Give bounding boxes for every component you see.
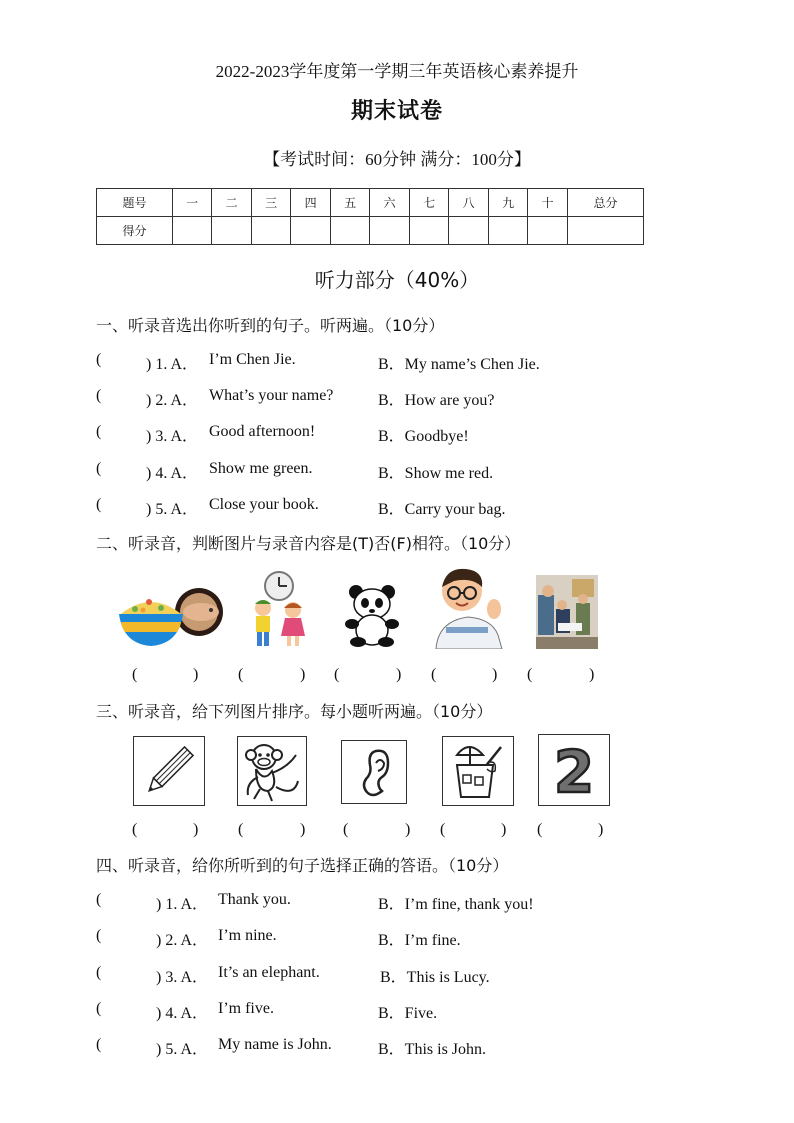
answer-blank[interactable]: ( — [96, 1000, 102, 1017]
question-number: ) 2. A． — [156, 932, 209, 949]
kids-clock-icon — [245, 570, 313, 650]
panda-icon — [342, 582, 402, 648]
answer-blank-close: ) — [300, 821, 306, 838]
food-bowl-icon — [115, 582, 223, 650]
question-number: ) 5. A． — [156, 1041, 209, 1058]
table-cell: 四 — [291, 189, 331, 217]
answer-blank[interactable]: ( — [96, 927, 102, 944]
question-number: ) 4. A． — [146, 465, 199, 482]
question-number: ) 2. A． — [146, 392, 199, 409]
number-two-glyph: 2 — [553, 738, 595, 805]
score-input-cell[interactable] — [251, 217, 291, 245]
option-b: B．Goodbye! — [378, 428, 469, 445]
option-a: Thank you. — [218, 891, 291, 908]
answer-blank[interactable]: ( — [96, 351, 102, 368]
section1-heading: 一、听录音选出你听到的句子。听两遍。（10分） — [96, 316, 445, 335]
table-cell: 十 — [528, 189, 568, 217]
score-input-cell[interactable] — [449, 217, 489, 245]
answer-blank-close: ) — [405, 821, 411, 838]
question-number: ) 3. A． — [146, 428, 199, 445]
table-cell: 五 — [330, 189, 370, 217]
section2-heading: 二、听录音，判断图片与录音内容是(T)否(F)相符。（10分） — [96, 534, 521, 553]
score-input-cell[interactable] — [330, 217, 370, 245]
boy-glasses-icon — [432, 565, 504, 649]
option-a: I’m five. — [218, 1000, 274, 1017]
score-table-header-row — [97, 189, 644, 217]
answer-blank[interactable]: ( — [96, 423, 102, 440]
monkey-icon — [238, 737, 306, 805]
table-cell: 九 — [488, 189, 528, 217]
table-cell: 三 — [251, 189, 291, 217]
question-number: ) 1. A． — [146, 356, 199, 373]
option-a: I’m Chen Jie. — [209, 351, 296, 368]
table-cell: 二 — [212, 189, 252, 217]
table-cell: 总分 — [567, 189, 643, 217]
score-input-cell[interactable] — [370, 217, 410, 245]
table-cell: 八 — [449, 189, 489, 217]
answer-blank[interactable]: ( — [96, 891, 102, 908]
score-table-score-row — [97, 217, 644, 245]
answer-blank-close: ) — [300, 666, 306, 683]
score-input-cell[interactable] — [567, 217, 643, 245]
picture-frame — [237, 736, 307, 806]
question-number: ) 3. A． — [156, 969, 209, 986]
drink-cup-icon — [443, 737, 513, 805]
option-b: B．I’m fine, thank you! — [378, 896, 534, 913]
question-number: ) 1. A． — [156, 896, 209, 913]
answer-blank[interactable]: ( — [334, 666, 340, 683]
answer-blank-close: ) — [589, 666, 595, 683]
exam-subtitle: 期末试卷 — [350, 98, 443, 123]
option-b: B．Carry your bag. — [378, 501, 506, 518]
picture-frame — [538, 734, 610, 806]
option-b: B．I’m fine. — [378, 932, 461, 949]
exam-title: 2022-2023学年度第一学期三年英语核心素养提升 — [215, 62, 579, 81]
answer-blank-close: ) — [492, 666, 498, 683]
answer-blank[interactable]: ( — [537, 821, 543, 838]
option-a: Good afternoon! — [209, 423, 316, 440]
answer-blank[interactable]: ( — [96, 964, 102, 981]
answer-blank[interactable]: ( — [343, 821, 349, 838]
option-b: B．Show me red. — [378, 465, 494, 482]
score-input-cell[interactable] — [528, 217, 568, 245]
answer-blank-close: ) — [193, 821, 199, 838]
option-a: Close your book. — [209, 496, 319, 513]
answer-blank[interactable]: ( — [96, 1036, 102, 1053]
option-a: What’s your name? — [209, 387, 334, 404]
table-cell: 一 — [172, 189, 212, 217]
section3-heading: 三、听录音，给下列图片排序。每小题听两遍。（10分） — [96, 702, 493, 721]
ear-icon — [342, 741, 406, 803]
option-a: It’s an elephant. — [218, 964, 320, 981]
answer-blank[interactable]: ( — [238, 821, 244, 838]
section4-heading: 四、听录音，给你所听到的句子选择正确的答语。（10分） — [96, 856, 509, 875]
exam-meta: 【考试时间：60分钟 满分：100分】 — [263, 150, 531, 169]
answer-blank[interactable]: ( — [96, 387, 102, 404]
option-b: B．My name’s Chen Jie. — [378, 356, 540, 373]
answer-blank-close: ) — [396, 666, 402, 683]
answer-blank-close: ) — [193, 666, 199, 683]
score-input-cell[interactable] — [291, 217, 331, 245]
answer-blank[interactable]: ( — [132, 666, 138, 683]
table-cell: 题号 — [97, 189, 173, 217]
score-input-cell[interactable] — [488, 217, 528, 245]
answer-blank[interactable]: ( — [431, 666, 437, 683]
option-a: My name is John. — [218, 1036, 332, 1053]
score-input-cell[interactable] — [409, 217, 449, 245]
score-input-cell[interactable] — [172, 217, 212, 245]
answer-blank-close: ) — [598, 821, 604, 838]
pencil-icon — [134, 737, 204, 805]
answer-blank[interactable]: ( — [440, 821, 446, 838]
option-b: B．Five. — [378, 1005, 438, 1022]
picture-frame — [341, 740, 407, 804]
option-a: I’m nine. — [218, 927, 277, 944]
answer-blank[interactable]: ( — [132, 821, 138, 838]
listening-title: 听力部分（40%） — [314, 268, 480, 292]
picture-frame — [133, 736, 205, 806]
question-number: ) 5. A． — [146, 501, 199, 518]
answer-blank[interactable]: ( — [96, 460, 102, 477]
number-two-icon — [539, 735, 609, 805]
option-b: B．This is Lucy. — [380, 969, 490, 986]
picture-frame — [442, 736, 514, 806]
answer-blank[interactable]: ( — [527, 666, 533, 683]
people-photo-icon — [536, 575, 598, 649]
score-input-cell[interactable] — [212, 217, 252, 245]
table-cell: 得分 — [97, 217, 173, 245]
table-cell: 七 — [409, 189, 449, 217]
answer-blank-close: ) — [501, 821, 507, 838]
option-a: Show me green. — [209, 460, 313, 477]
option-b: B．This is John. — [378, 1041, 487, 1058]
answer-blank[interactable]: ( — [238, 666, 244, 683]
option-b: B．How are you? — [378, 392, 495, 409]
table-cell: 六 — [370, 189, 410, 217]
question-number: ) 4. A． — [156, 1005, 209, 1022]
score-table — [96, 188, 644, 245]
answer-blank[interactable]: ( — [96, 496, 102, 513]
